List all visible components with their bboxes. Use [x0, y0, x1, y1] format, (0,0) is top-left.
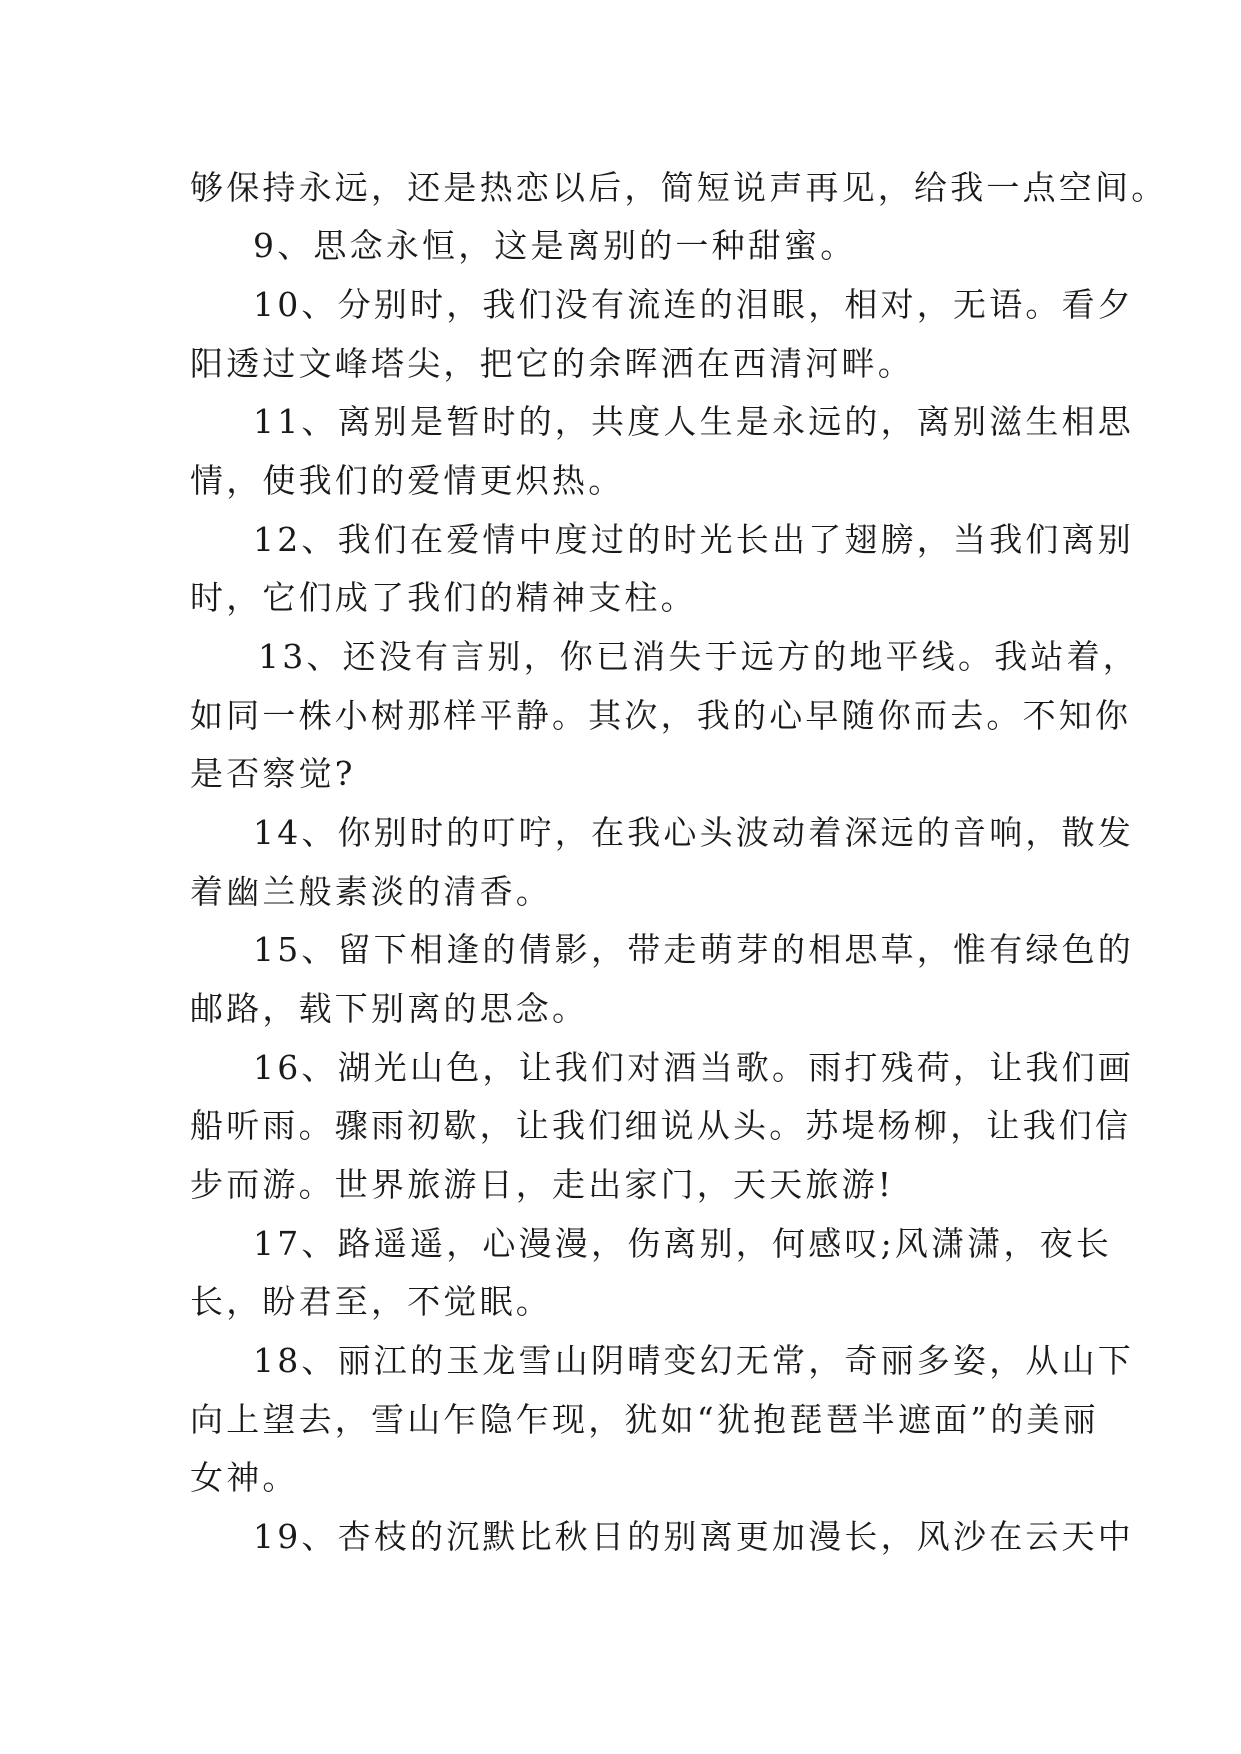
text-line: 18、丽江的玉龙雪山阴晴变幻无常，奇丽多姿，从山下: [253, 1341, 1134, 1380]
text-line: 着幽兰般素淡的清香。: [190, 872, 552, 911]
text-line: 向上望去，雪山乍隐乍现，犹如“犹抱琵琶半遮面”的美丽: [190, 1400, 1099, 1439]
text-line: 15、留下相逢的倩影，带走萌芽的相思草，惟有绿色的: [253, 930, 1134, 969]
text-line: 时，它们成了我们的精神支柱。: [190, 578, 697, 617]
text-line: 9、思念永恒，这是离别的一种甜蜜。: [253, 226, 857, 265]
text-line: 14、你别时的叮咛，在我心头波动着深远的音响，散发: [253, 813, 1134, 852]
text-line: 步而游。世界旅游日，走出家门，天天旅游!: [190, 1165, 895, 1204]
text-line: 阳透过文峰塔尖，把它的余晖洒在西清河畔。: [190, 344, 914, 383]
text-line: 12、我们在爱情中度过的时光长出了翅膀，当我们离别: [253, 520, 1134, 559]
text-line: 13、还没有言别，你已消失于远方的地平线。我站着，: [258, 637, 1139, 676]
text-line: 是否察觉?: [190, 754, 356, 793]
text-line: 女神。: [190, 1458, 299, 1497]
text-line: 情，使我们的爱情更炽热。: [190, 461, 625, 500]
text-line: 船听雨。骤雨初歇，让我们细说从头。苏堤杨柳，让我们信: [190, 1106, 1132, 1145]
text-line: 邮路，载下别离的思念。: [190, 989, 589, 1028]
text-line: 19、杏枝的沉默比秋日的别离更加漫长，风沙在云天中: [253, 1517, 1134, 1556]
text-line: 够保持永远，还是热恋以后，简短说声再见，给我一点空间。: [190, 168, 1168, 207]
text-line: 16、湖光山色，让我们对酒当歌。雨打残荷，让我们画: [253, 1048, 1134, 1087]
text-line: 17、路遥遥，心漫漫，伤离别，何感叹;风潇潇，夜长: [253, 1224, 1113, 1263]
text-line: 10、分别时，我们没有流连的泪眼，相对，无语。看夕: [253, 285, 1134, 324]
text-line: 长，盼君至，不觉眠。: [190, 1282, 552, 1321]
text-line: 11、离别是暂时的，共度人生是永远的，离别滋生相思: [253, 402, 1134, 441]
text-line: 如同一株小树那样平静。其次，我的心早随你而去。不知你: [190, 696, 1132, 735]
